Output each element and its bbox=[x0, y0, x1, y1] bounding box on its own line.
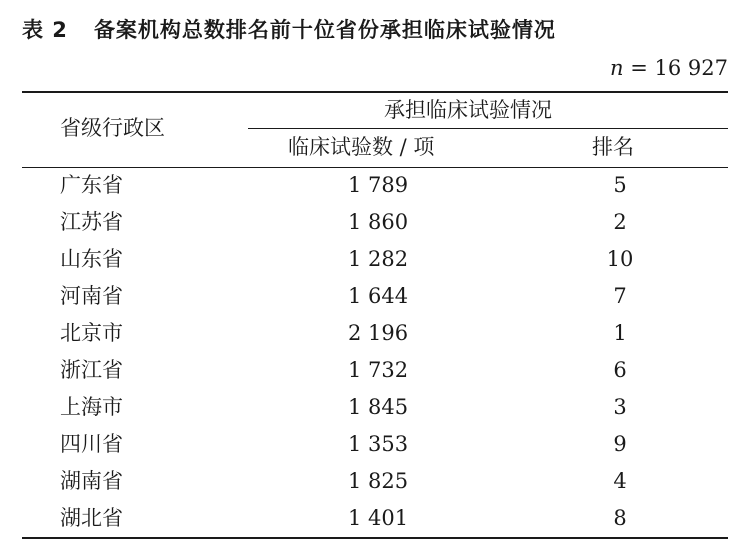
table-row-rank: 6 bbox=[613, 358, 627, 382]
table-row-trials: 1 644 bbox=[348, 284, 409, 308]
header-trial-group: 承担临床试验情况 bbox=[384, 98, 552, 122]
table-row-rank: 8 bbox=[613, 506, 627, 530]
table-row-province: 浙江省 bbox=[60, 358, 123, 382]
table-number: 表 2 bbox=[22, 18, 68, 42]
header-trial-count: 临床试验数 / 项 bbox=[288, 135, 435, 159]
table-row-trials: 2 196 bbox=[348, 321, 409, 345]
table-row-rank: 1 bbox=[613, 321, 627, 345]
table-row-trials: 1 789 bbox=[348, 173, 409, 197]
table-row-province: 北京市 bbox=[60, 321, 123, 345]
table-caption: 备案机构总数排名前十位省份承担临床试验情况 bbox=[93, 18, 556, 42]
table-row-province: 广东省 bbox=[60, 173, 123, 197]
table-row-trials: 1 401 bbox=[348, 506, 409, 530]
table-title bbox=[22, 14, 556, 44]
table-row-province: 湖南省 bbox=[60, 469, 123, 493]
table-row-trials: 1 860 bbox=[348, 210, 409, 234]
table-row-province: 河南省 bbox=[60, 284, 123, 308]
table-row-rank: 10 bbox=[606, 247, 634, 271]
table-row-province: 四川省 bbox=[60, 432, 123, 456]
table-row-rank: 9 bbox=[613, 432, 627, 456]
table-row-province: 上海市 bbox=[60, 395, 123, 419]
table-row-province: 湖北省 bbox=[60, 506, 123, 530]
table-row-trials: 1 732 bbox=[348, 358, 409, 382]
table-row-trials: 1 353 bbox=[348, 432, 409, 456]
bottom-rule bbox=[22, 537, 728, 539]
table-row-rank: 7 bbox=[613, 284, 627, 308]
sample-size-note bbox=[610, 56, 728, 80]
sample-size-value: = 16 927 bbox=[623, 56, 728, 80]
top-rule bbox=[22, 91, 728, 93]
table-row-rank: 4 bbox=[613, 469, 627, 493]
table-row-rank: 5 bbox=[613, 173, 627, 197]
table-row-trials: 1 825 bbox=[348, 469, 409, 493]
sample-size-variable: n bbox=[610, 56, 624, 80]
group-header-rule bbox=[248, 128, 728, 129]
table-row-province: 江苏省 bbox=[60, 210, 123, 234]
header-province: 省级行政区 bbox=[60, 116, 165, 140]
header-rule bbox=[22, 167, 728, 168]
table-row-rank: 3 bbox=[613, 395, 627, 419]
table-row-trials: 1 282 bbox=[348, 247, 409, 271]
table-row-trials: 1 845 bbox=[348, 395, 409, 419]
table-row-province: 山东省 bbox=[60, 247, 123, 271]
table-row-rank: 2 bbox=[613, 210, 627, 234]
header-rank: 排名 bbox=[592, 135, 634, 159]
